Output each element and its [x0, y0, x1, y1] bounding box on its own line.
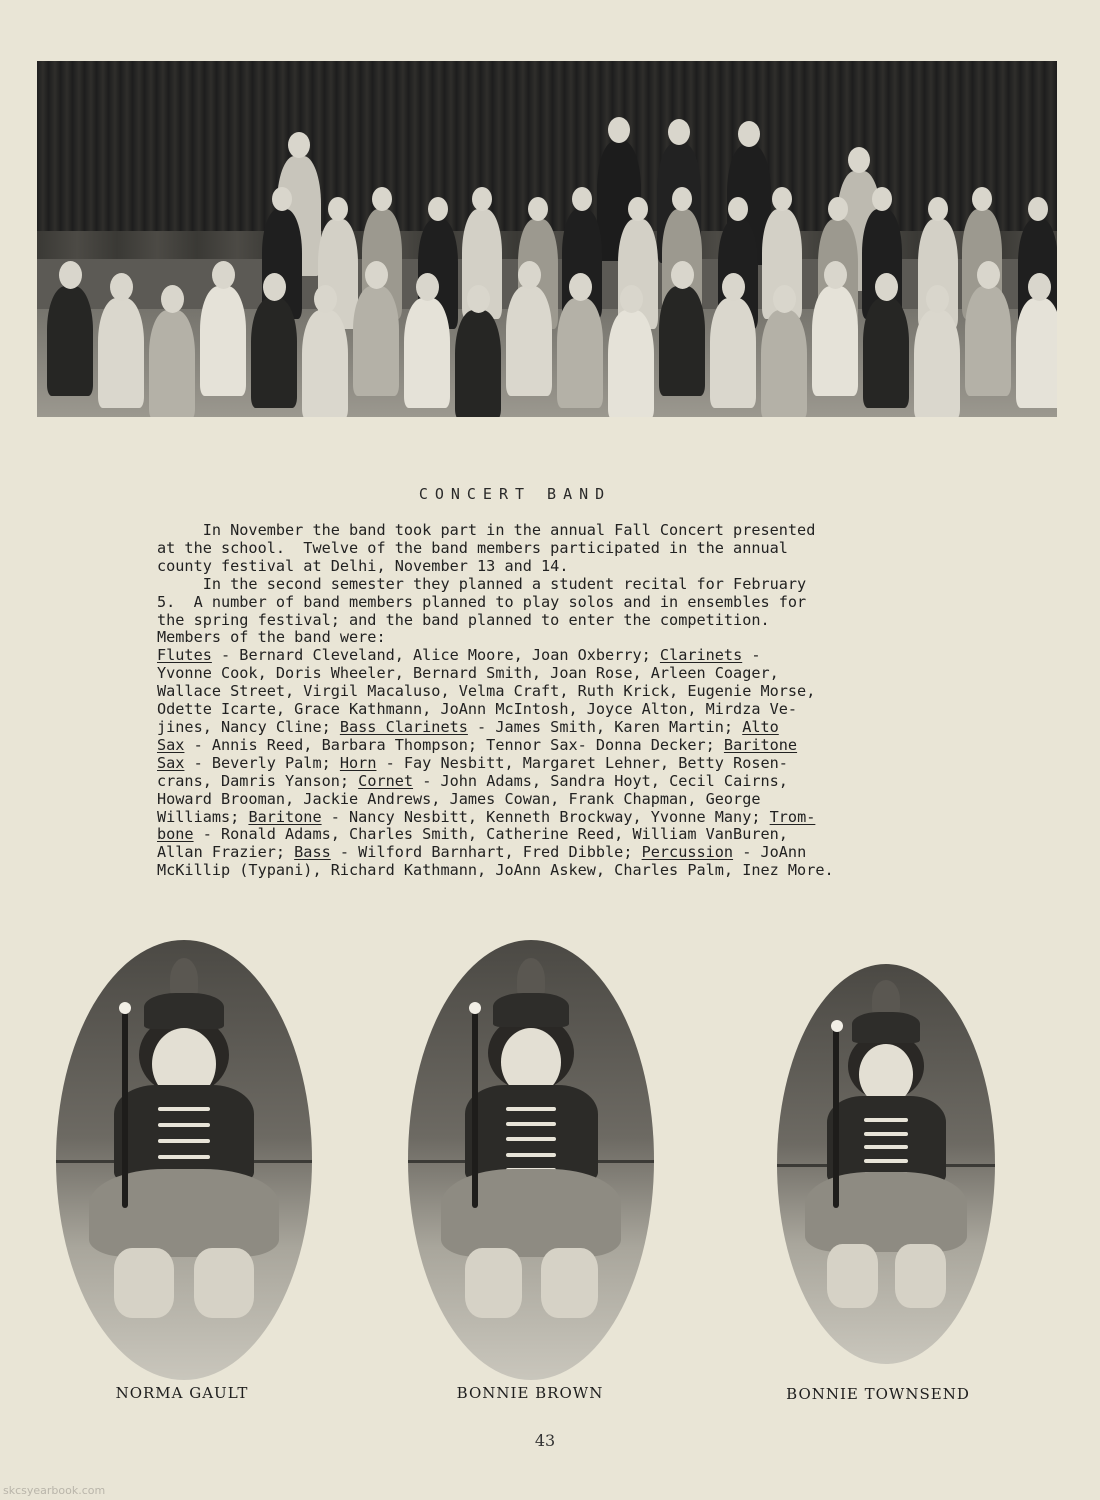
- text-line: [157, 791, 987, 809]
- text-segment: Members of the band were:: [157, 628, 386, 647]
- band-member-head: [972, 187, 992, 211]
- baton: [833, 1028, 839, 1208]
- text-segment: Odette Icarte, Grace Kathmann, JoAnn McIntosh, Joyce Alton, Mirdza Ve-: [157, 700, 798, 719]
- jacket-braid: [506, 1153, 555, 1157]
- band-member-head: [672, 187, 692, 211]
- band-member-head: [773, 285, 796, 313]
- instrument-heading: Bass: [294, 843, 331, 862]
- jacket-braid: [158, 1155, 210, 1159]
- band-member-head: [288, 132, 310, 158]
- text-line: [157, 665, 987, 683]
- text-segment: Wallace Street, Virgil Macaluso, Velma Craft, Ruth Krick, Eugenie Morse,: [157, 682, 816, 701]
- jacket-braid: [864, 1118, 908, 1122]
- text-segment: Howard Brooman, Jackie Andrews, James Cowan, Frank Chapman, George: [157, 789, 761, 808]
- band-member-head: [365, 261, 388, 289]
- band-member-head: [926, 285, 949, 313]
- band-member-figure: [353, 286, 399, 396]
- band-member-head: [572, 187, 592, 211]
- majorette-jacket: [114, 1085, 254, 1182]
- band-member-head: [772, 187, 792, 211]
- leg: [541, 1248, 598, 1318]
- band-member-figure: [608, 310, 654, 417]
- text-line: [157, 773, 987, 791]
- text-segment: - Bernard Cleveland, Alice Moore, Joan Oxberry;: [211, 646, 660, 665]
- text-line: [157, 755, 987, 773]
- band-member-figure: [251, 298, 297, 408]
- instrument-heading: Baritone: [248, 807, 322, 826]
- majorette-portrait: [777, 964, 995, 1364]
- instrument-heading: Flutes: [157, 646, 212, 665]
- band-member-head: [1028, 197, 1048, 221]
- majorette-skirt: [441, 1169, 622, 1257]
- leg: [827, 1244, 878, 1308]
- band-member-figure: [863, 298, 909, 408]
- jacket-braid: [506, 1122, 555, 1126]
- text-line: [157, 737, 987, 755]
- band-member-head: [328, 197, 348, 221]
- band-member-figure: [200, 286, 246, 396]
- band-member-head: [875, 273, 898, 301]
- band-group-photo: [37, 61, 1057, 417]
- text-segment: - John Adams, Sandra Hoyt, Cecil Cairns,: [413, 771, 788, 790]
- band-member-head: [472, 187, 492, 211]
- band-member-figure: [710, 298, 756, 408]
- jacket-braid: [158, 1123, 210, 1127]
- band-member-head: [372, 187, 392, 211]
- leg: [194, 1248, 254, 1318]
- band-member-figure: [98, 298, 144, 408]
- band-member-figure: [302, 310, 348, 417]
- band-member-head: [212, 261, 235, 289]
- band-member-head: [728, 197, 748, 221]
- text-segment: - Nancy Nesbitt, Kenneth Brockway, Yvonne Many;: [321, 807, 770, 826]
- text-segment: - JoAnn: [733, 843, 807, 862]
- text-segment: - James Smith, Karen Martin;: [467, 717, 743, 736]
- band-member-head: [161, 285, 184, 313]
- band-member-head: [272, 187, 292, 211]
- text-segment: - Beverly Palm;: [184, 753, 340, 772]
- band-member-head: [59, 261, 82, 289]
- baton-tip: [119, 1002, 131, 1014]
- text-segment: Yvonne Cook, Doris Wheeler, Bernard Smith, Joan Rose, Arleen Coager,: [157, 664, 779, 683]
- band-member-head: [722, 273, 745, 301]
- band-member-head: [608, 117, 630, 143]
- band-member-figure: [557, 298, 603, 408]
- majorette-hat: [493, 993, 569, 1027]
- text-segment: jines, Nancy Cline;: [157, 717, 340, 736]
- text-line: [157, 540, 987, 558]
- concert-band-article: [157, 522, 987, 880]
- text-segment: crans, Damris Yanson;: [157, 771, 359, 790]
- text-segment: - Annis Reed, Barbara Thompson; Tennor Sax- Donna Decker;: [184, 735, 724, 754]
- band-member-figure: [659, 286, 705, 396]
- band-member-head: [620, 285, 643, 313]
- instrument-heading: Sax: [157, 753, 185, 772]
- band-member-head: [569, 273, 592, 301]
- text-segment: Williams;: [157, 807, 249, 826]
- majorette-portrait: [408, 940, 654, 1380]
- instrument-heading: Clarinets: [659, 646, 743, 665]
- baton-tip: [469, 1002, 481, 1014]
- text-line: [157, 719, 987, 737]
- text-segment: Allan Frazier;: [157, 843, 295, 862]
- baton-tip: [831, 1020, 843, 1032]
- text-segment: In November the band took part in the annual Fall Concert presented: [157, 521, 816, 539]
- text-line: [157, 629, 987, 647]
- portrait-caption: BONNIE BROWN: [456, 1384, 604, 1402]
- band-member-head: [977, 261, 1000, 289]
- majorette-hat: [144, 993, 224, 1029]
- band-member-head: [518, 261, 541, 289]
- portrait-caption: BONNIE TOWNSEND: [786, 1385, 970, 1403]
- band-member-head: [467, 285, 490, 313]
- text-segment: county festival at Delhi, November 13 and 14.: [157, 556, 569, 575]
- text-line: [157, 826, 987, 844]
- text-line: [157, 594, 987, 612]
- text-line: [157, 612, 987, 630]
- text-segment: the spring festival; and the band planned to enter the competition.: [157, 610, 770, 629]
- text-line: [157, 576, 987, 594]
- text-line: [157, 701, 987, 719]
- instrument-heading: Baritone: [723, 735, 798, 754]
- instrument-heading: bone: [157, 825, 194, 844]
- majorette-skirt: [89, 1169, 279, 1257]
- text-line: [157, 809, 987, 827]
- band-member-head: [928, 197, 948, 221]
- majorette-hat: [852, 1012, 920, 1043]
- text-line: [157, 844, 987, 862]
- instrument-heading: Percussion: [641, 843, 734, 862]
- band-member-head: [528, 197, 548, 221]
- text-segment: In the second semester they planned a student recital for February: [157, 574, 807, 593]
- band-member-head: [848, 147, 870, 173]
- band-member-figure: [965, 286, 1011, 396]
- band-member-figure: [506, 286, 552, 396]
- text-segment: - Wilford Barnhart, Fred Dibble;: [330, 843, 642, 862]
- band-member-figure: [761, 310, 807, 417]
- majorette-skirt: [805, 1172, 967, 1252]
- band-member-figure: [1016, 298, 1057, 408]
- band-member-head: [668, 119, 690, 145]
- jacket-braid: [864, 1145, 908, 1149]
- instrument-heading: Cornet: [358, 771, 414, 790]
- band-member-head: [824, 261, 847, 289]
- portrait-caption: NORMA GAULT: [115, 1384, 249, 1402]
- text-segment: - Ronald Adams, Charles Smith, Catherine Reed, William VanBuren,: [193, 825, 788, 844]
- band-member-head: [1028, 273, 1051, 301]
- leg: [114, 1248, 174, 1318]
- band-member-figure: [455, 310, 501, 417]
- band-member-head: [263, 273, 286, 301]
- text-segment: at the school. Twelve of the band members participated in the annual: [157, 538, 788, 557]
- band-member-head: [416, 273, 439, 301]
- text-line: [157, 558, 987, 576]
- band-member-head: [428, 197, 448, 221]
- jacket-braid: [864, 1132, 908, 1136]
- band-member-head: [628, 197, 648, 221]
- instrument-heading: Sax: [157, 735, 185, 754]
- page-title: CONCERT BAND: [418, 485, 612, 503]
- jacket-braid: [158, 1107, 210, 1111]
- band-member-head: [828, 197, 848, 221]
- text-segment: 5. A number of band members planned to play solos and in ensembles for: [157, 592, 807, 611]
- text-segment: - Fay Nesbitt, Margaret Lehner, Betty Rosen-: [376, 753, 788, 772]
- text-line: [157, 862, 987, 880]
- text-line: [157, 522, 987, 540]
- text-line: [157, 647, 987, 665]
- watermark: skcsyearbook.com: [3, 1484, 106, 1497]
- baton: [472, 1010, 478, 1208]
- instrument-heading: Alto: [742, 717, 779, 736]
- text-segment: -: [742, 646, 761, 665]
- page-number: 43: [534, 1431, 556, 1450]
- text-line: [157, 683, 987, 701]
- instrument-heading: Bass Clarinets: [339, 717, 468, 736]
- band-member-figure: [812, 286, 858, 396]
- band-member-head: [314, 285, 337, 313]
- jacket-braid: [158, 1139, 210, 1143]
- leg: [895, 1244, 946, 1308]
- band-member-figure: [47, 286, 93, 396]
- band-member-figure: [404, 298, 450, 408]
- text-segment: McKillip (Typani), Richard Kathmann, JoAnn Askew, Charles Palm, Inez More.: [157, 861, 834, 880]
- majorette-jacket: [827, 1096, 946, 1184]
- band-member-head: [872, 187, 892, 211]
- majorette-portrait: [56, 940, 312, 1380]
- band-member-head: [110, 273, 133, 301]
- instrument-heading: Horn: [339, 753, 377, 772]
- jacket-braid: [506, 1107, 555, 1111]
- instrument-heading: Trom-: [769, 807, 816, 826]
- jacket-braid: [864, 1159, 908, 1163]
- jacket-braid: [506, 1137, 555, 1141]
- leg: [465, 1248, 522, 1318]
- band-member-figure: [914, 310, 960, 417]
- band-member-head: [738, 121, 760, 147]
- baton: [122, 1010, 128, 1208]
- band-member-figure: [149, 310, 195, 417]
- band-member-head: [671, 261, 694, 289]
